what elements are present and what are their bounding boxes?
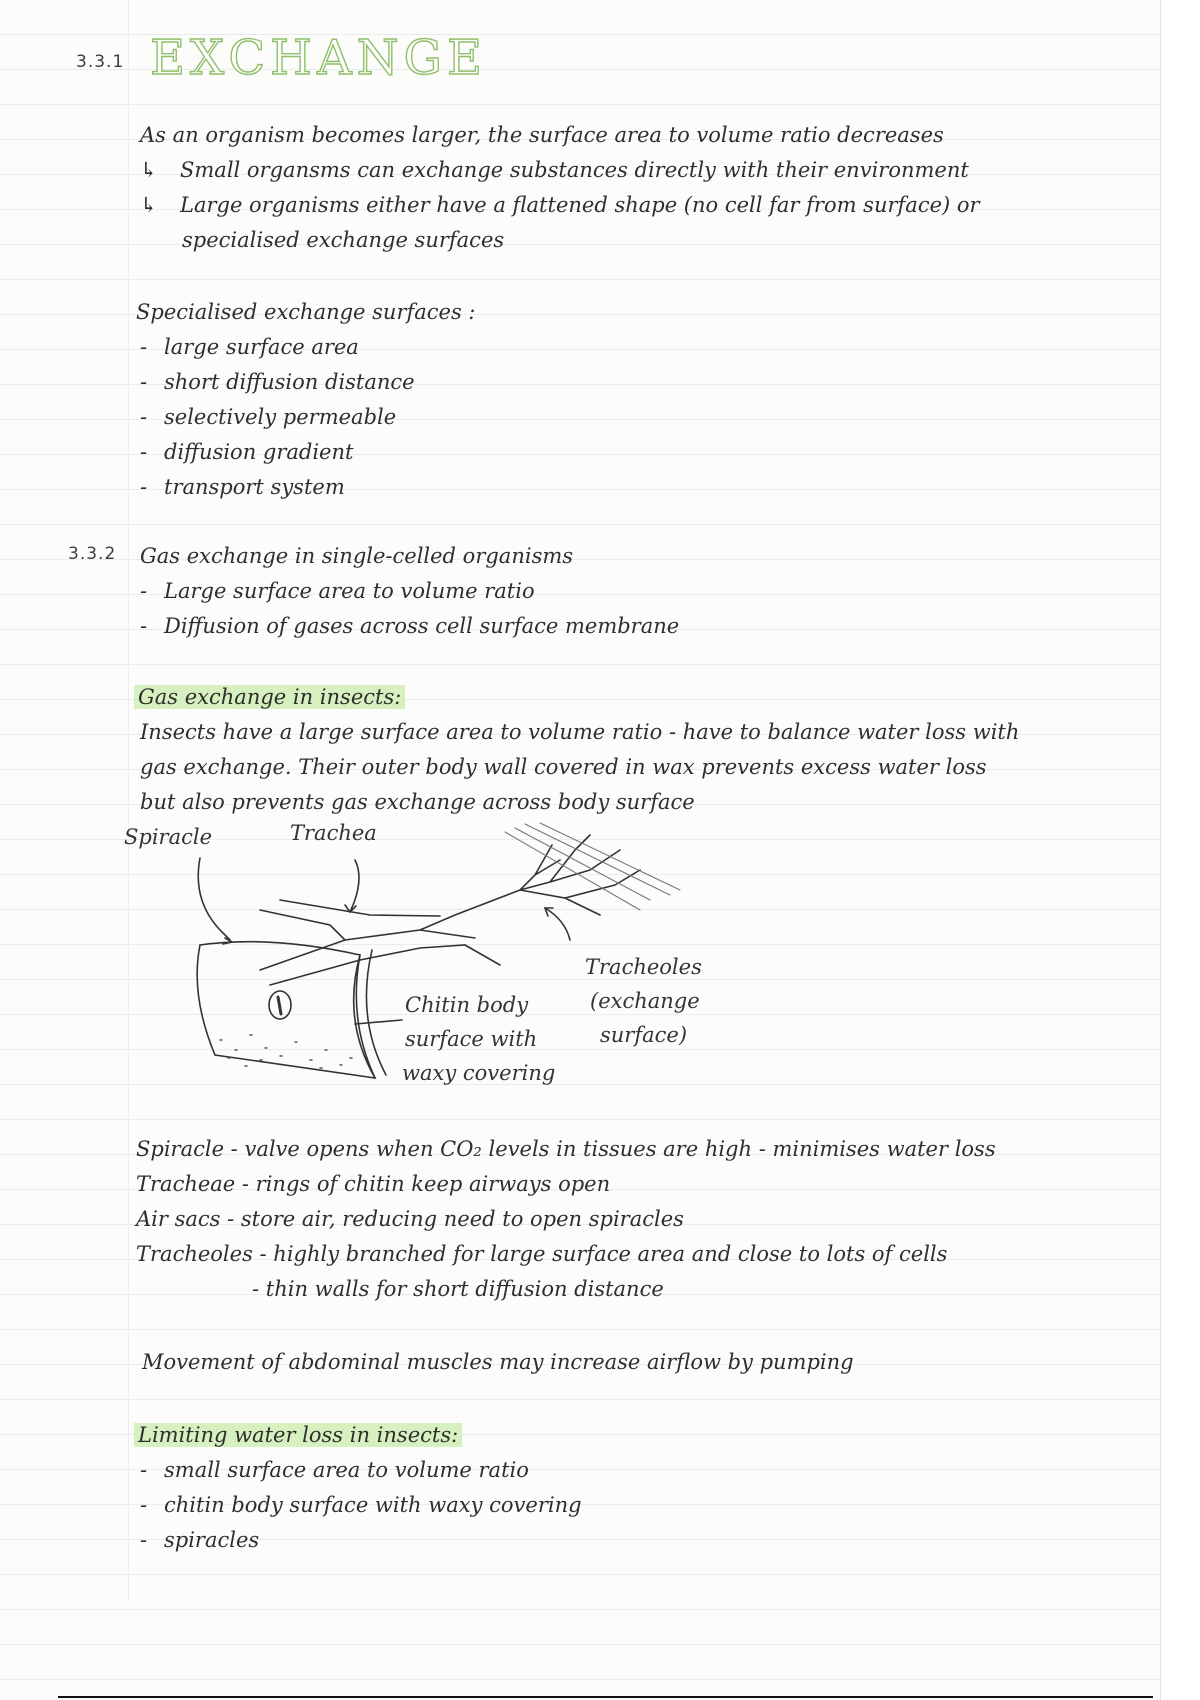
list-item: - small surface area to volume ratio [136,1453,582,1488]
water-loss-heading [134,1418,462,1453]
insects-heading-text: Gas exchange in insects: [134,685,405,709]
body-segment [197,945,375,1078]
list-item: - selectively permeable [136,400,415,435]
tracheoles-arrow [545,908,570,940]
specialised-heading: Specialised exchange surfaces : [136,300,476,324]
intro-point: ↳ Small organsms can exchange substances directly with their environment [140,153,980,188]
water-loss-heading-text: Limiting water loss in insects: [134,1423,462,1447]
section-number-2: 3.3.2 [68,544,117,564]
list-item: - short diffusion distance [136,365,415,400]
intro-text: As an organism becomes larger, the surface area to volume ratio decreases [140,123,944,147]
single-celled-list [136,574,679,644]
list-item: - Large surface area to volume ratio [136,574,679,609]
trachea-arrow [350,860,359,912]
specialised-list [136,330,415,505]
list-item: - large surface area [136,330,415,365]
single-celled-heading: Gas exchange in single-celled organisms [140,544,574,568]
bottom-rule [58,1696,1153,1698]
insects-heading [134,680,405,715]
insect-trachea-diagram [120,820,720,1110]
list-item: - spiracles [136,1523,582,1558]
trachea-label: Trachea [290,821,377,845]
section-number-1: 3.3.1 [76,52,125,72]
function-line-tracheae: Tracheae - rings of chitin keep airways open [136,1172,611,1196]
chitin-label: surface with [405,1027,538,1051]
list-item: - Diffusion of gases across cell surface membrane [136,609,679,644]
insects-text-line: gas exchange. Their outer body wall covered in wax prevents excess water loss [140,755,987,779]
spiracle-arrow [198,858,230,940]
chitin-label: Chitin body [405,993,529,1017]
function-line-thin-walls: - thin walls for short diffusion distance [252,1277,664,1301]
function-line-tracheoles: Tracheoles - highly branched for large surface area and close to lots of cells [136,1242,948,1266]
tracheoles-label: surface) [600,1023,688,1047]
intro-point-continued: specialised exchange surfaces [182,228,505,252]
margin-line [128,0,129,1600]
insects-text-line: Insects have a large surface area to volume ratio - have to balance water loss with [140,720,1020,744]
spiracle-label: Spiracle [124,825,213,849]
intro-points [140,153,980,223]
tracheoles-label: (exchange [590,989,700,1013]
chitin-label: waxy covering [402,1061,556,1085]
intro-point: ↳ Large organisms either have a flattened shape (no cell far from surface) or [140,188,980,223]
page-title: EXCHANGE [150,30,487,86]
function-line-air-sacs: Air sacs - store air, reducing need to open spiracles [136,1207,684,1231]
movement-text: Movement of abdominal muscles may increase airflow by pumping [142,1350,854,1374]
water-loss-list [136,1453,582,1558]
list-item: - diffusion gradient [136,435,415,470]
trachea-tube [260,890,520,970]
list-item: - chitin body surface with waxy covering [136,1488,582,1523]
function-line-spiracle: Spiracle - valve opens when CO₂ levels in tissues are high - minimises water loss [136,1137,996,1161]
insects-text-line: but also prevents gas exchange across body surface [140,790,695,814]
list-item: - transport system [136,470,415,505]
chitin-arrow [355,1020,402,1024]
tracheoles-label: Tracheoles [585,955,702,979]
